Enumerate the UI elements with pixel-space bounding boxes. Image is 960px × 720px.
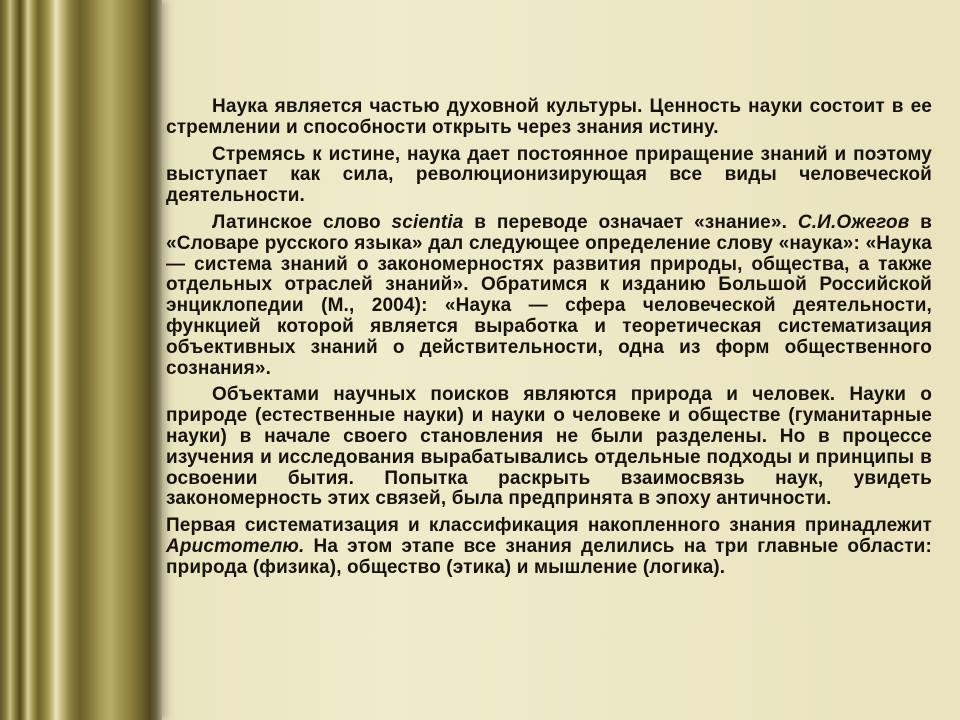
paragraph-5 xyxy=(166,516,932,578)
paragraph-2-text: Стремясь к истине, наука дает постоянное приращение знаний и поэтому выступает как сила, революционизирующая все виды человеческой деятельности. xyxy=(166,143,932,207)
paragraph-3-text-c: в «Словаре русского языка» дал следующее определение слову «наука»: «Наука — система знаний о закономерностях развития природы, общества, а также отдельных отраслей знаний». Обратимся к изданию Большой Российской энциклопедии (М., 2004): «Наука — сфера человеческой деятельности, функцией которой является выработка и теоретическая систематизация объективных знаний о действительности, одна из форм общественного сознания». xyxy=(166,211,932,379)
paragraph-4-text: Объектами научных поисков являются природа и человек. Науки о природе (естественные науки) и науки о человеке и обществе (гуманитарные науки) в начале своего становления не были разделены. Но в процессе изучения и исследования вырабатывались отдельные подходы и принципы в освоении бытия. Попытка раскрыть взаимосвязь наук, увидеть закономерность этих связей, была предпринята в эпоху античности. xyxy=(166,384,932,510)
slide-text-body xyxy=(166,97,932,585)
decorative-pillar xyxy=(0,0,162,720)
paragraph-3 xyxy=(166,213,932,379)
paragraph-2 xyxy=(166,145,932,207)
author-ozhegov: С.И.Ожегов xyxy=(797,211,910,233)
paragraph-5-text-a: Первая систематизация и классификация накопленного знания принадлежит xyxy=(166,515,932,537)
paragraph-4 xyxy=(166,385,932,510)
paragraph-3-text-b: в переводе означает «знание». xyxy=(463,211,798,233)
paragraph-1-text: Наука является частью духовной культуры. Ценность науки состоит в ее стремлении и способности открыть через знания истину. xyxy=(166,96,932,138)
paragraph-3-text-a: Латинское слово xyxy=(212,211,392,233)
paragraph-5-text-b: На этом этапе все знания делились на три главные области: природа (физика), общество (этика) и мышление (логика). xyxy=(166,535,932,578)
paragraph-1 xyxy=(166,97,932,139)
author-aristotle: Аристотелю. xyxy=(166,535,305,557)
term-scientia: scientia xyxy=(391,211,464,233)
